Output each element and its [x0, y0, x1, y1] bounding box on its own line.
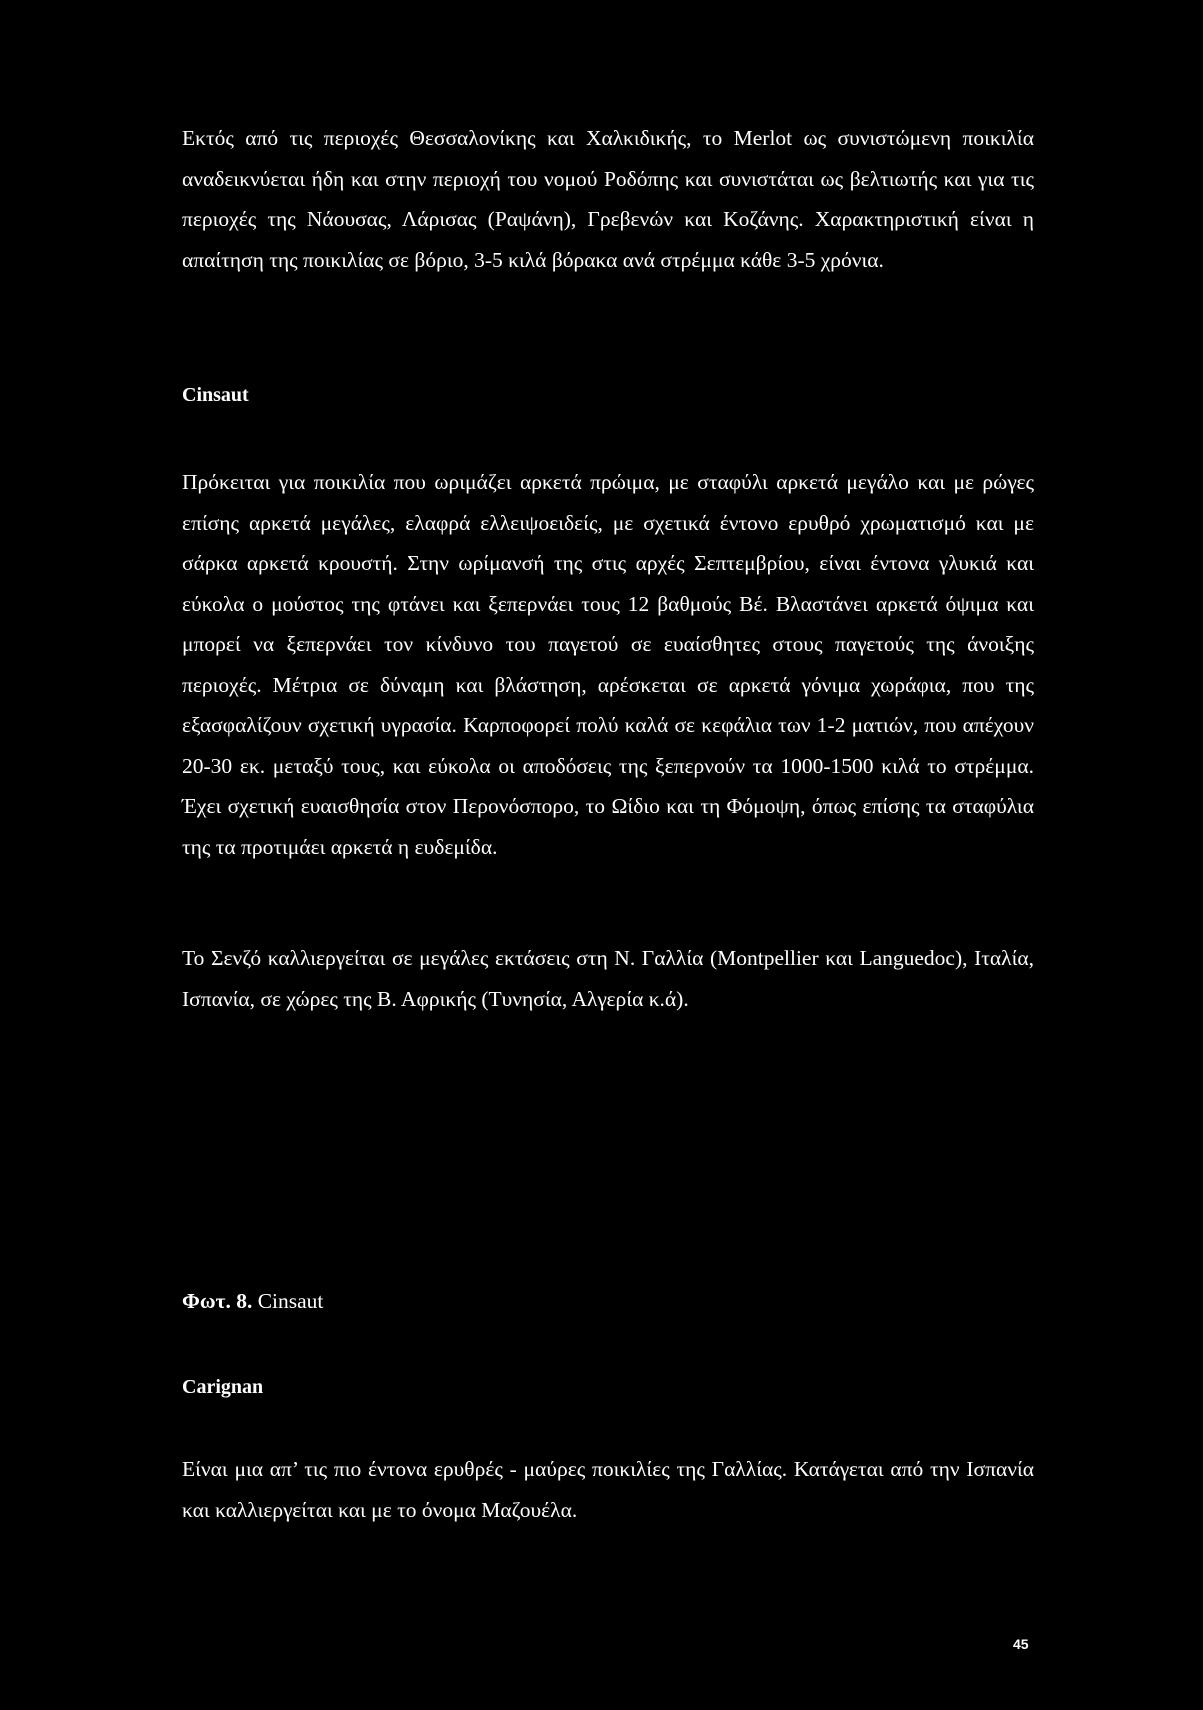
cinsaut-heading: Cinsaut: [182, 384, 249, 406]
merlot-paragraph: Εκτός από τις περιοχές Θεσσαλονίκης και Χαλκιδικής, το Merlot ως συνιστώμενη ποικιλία αναδεικνύεται ήδη και στην περιοχή του νομού Ροδόπης και συνιστάται ως βελτιωτής και για τις περιοχές της Νάουσας, Λάρισας (Ραψάνη), Γρεβενών και Κοζάνης. Χαρακτηριστική είναι η απαίτηση της ποικιλίας σε βόριο, 3-5 κιλά βόρακα ανά στρέμμα κάθε 3-5 χρόνια.: [182, 126, 1034, 272]
cinsaut-regions-paragraph: Το Σενζό καλλιεργείται σε μεγάλες εκτάσεις στη Ν. Γαλλία (Montpellier και Languedoc), Ιταλία, Ισπανία, σε χώρες της Β. Αφρικής (Τυνησία, Αλγερία κ.ά).: [182, 946, 1034, 1011]
carignan-paragraph: Είναι μια απ’ τις πιο έντονα ερυθρές - μαύρες ποικιλίες της Γαλλίας. Κατάγεται από την Ισπανία και καλλιεργείται και με το όνομα Μαζουέλα.: [182, 1457, 1034, 1522]
carignan-heading: Carignan: [182, 1376, 264, 1398]
page-number: 45: [1013, 1636, 1029, 1652]
cinsaut-paragraph: Πρόκειται για ποικιλία που ωριμάζει αρκετά πρώιμα, με σταφύλι αρκετά μεγάλο και με ρώγες επίσης αρκετά μεγάλες, ελαφρά ελλειψοειδείς, με σχετικά έντονο ερυθρό χρωματισμό και με σάρκα αρκετά κρουστή. Στην ωρίμανσή της στις αρχές Σεπτεμβρίου, είναι έντονα γλυκιά και εύκολα ο μούστος της φτάνει και ξεπερνάει τους 12 βαθμούς Βέ. Βλαστάνει αρκετά όψιμα και μπορεί να ξεπερνάει τον κίνδυνο του παγετού σε ευαίσθητες στους παγετούς της άνοιξης περιοχές. Μέτρια σε δύναμη και βλάστηση, αρέσκεται σε αρκετά γόνιμα χωράφια, που της εξασφαλίζουν σχετική υγρασία. Καρποφορεί πολύ καλά σε κεφάλια των 1-2 ματιών, που απέχουν 20-30 εκ. μεταξύ τους, και εύκολα οι αποδόσεις της ξεπερνούν τα 1000-1500 κιλά το στρέμμα. Έχει σχετική ευαισθησία στον Περονόσπορο, το Ωίδιο και τη Φόμοψη, όπως επίσης τα σταφύλια της τα προτιμάει αρκετά η ευδεμίδα.: [182, 470, 1034, 859]
photo-caption-label: Φωτ. 8.: [182, 1289, 253, 1313]
photo-caption-text: Cinsaut: [257, 1289, 324, 1313]
photo-caption: [182, 1289, 323, 1314]
